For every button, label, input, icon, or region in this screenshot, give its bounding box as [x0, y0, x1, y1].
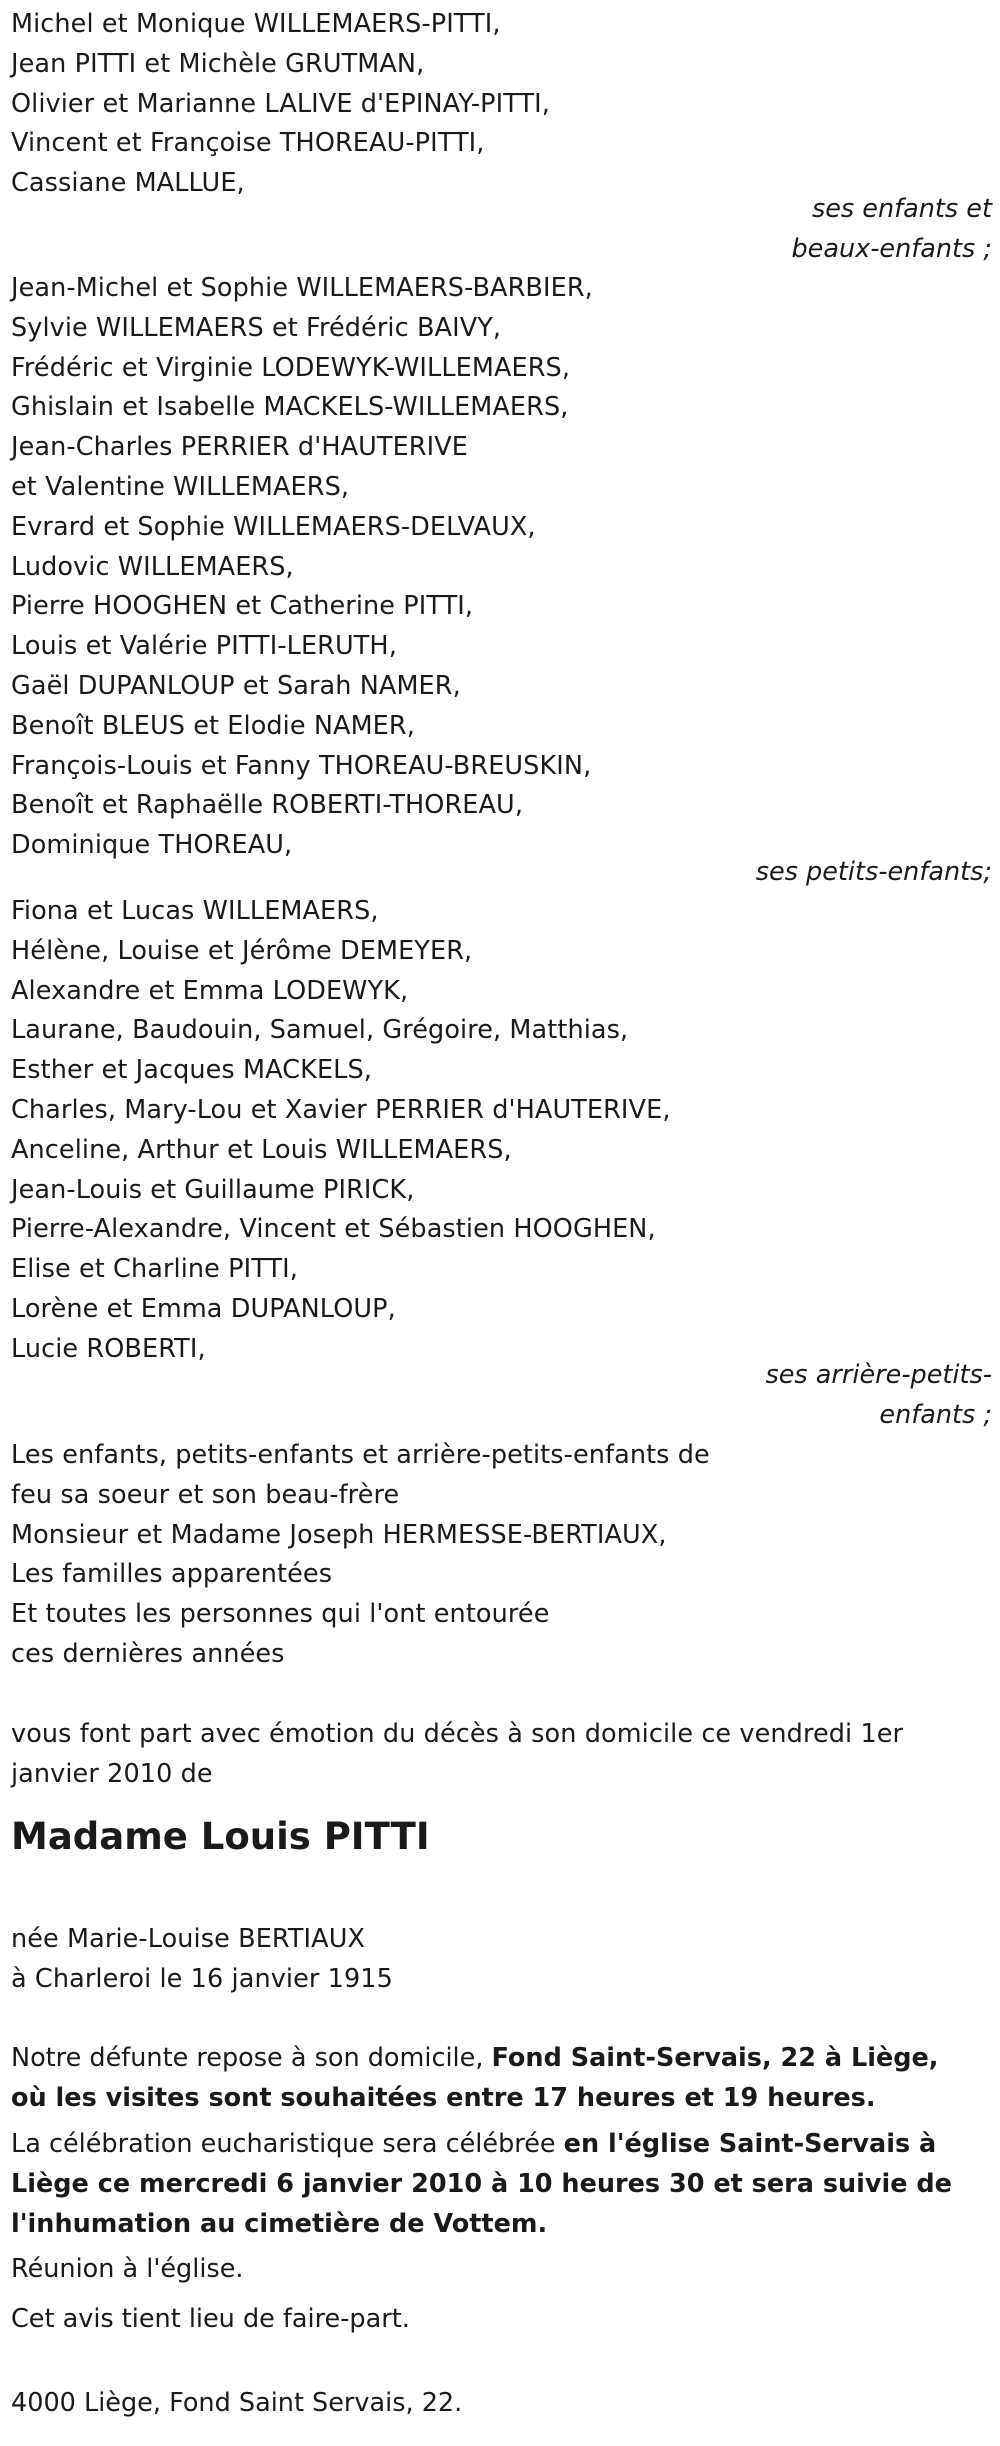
list-item: Esther et Jacques MACKELS, [11, 1055, 372, 1086]
list-item: Elise et Charline PITTI, [11, 1254, 298, 1285]
celebration-details: en l'église Saint-Servais à Liège ce mercredi 6 janvier 2010 à 10 heures 30 et sera suivie de l'inhumation au cimetière de Vottem. [11, 2129, 952, 2239]
list-item: Pierre-Alexandre, Vincent et Sébastien HOOGHEN, [11, 1214, 656, 1245]
list-item: Pierre HOOGHEN et Catherine PITTI, [11, 591, 474, 622]
celebration-info [11, 2125, 966, 2244]
grandchildren-list [11, 269, 986, 866]
announcement-line: janvier 2010 de [11, 1758, 213, 1789]
notice-note: Cet avis tient lieu de faire-part. [11, 2304, 410, 2334]
celebration-intro: La célébration eucharistique sera célébrée [11, 2129, 564, 2159]
list-item: Les familles apparentées [11, 1559, 333, 1590]
list-item: Jean-Louis et Guillaume PIRICK, [11, 1174, 415, 1205]
great-grandchildren-list [11, 892, 986, 1370]
list-item: Sylvie WILLEMAERS et Frédéric BAIVY, [11, 312, 502, 343]
birth-info [11, 1920, 986, 2000]
list-item: Michel et Monique WILLEMAERS-PITTI, [11, 9, 501, 39]
list-item: Frédéric et Virginie LODEWYK-WILLEMAERS, [11, 352, 571, 383]
list-item: Charles, Mary-Lou et Xavier PERRIER d'HAUTERIVE, [11, 1094, 671, 1125]
list-item: Alexandre et Emma LODEWYK, [11, 975, 409, 1006]
grandchildren-role-label [692, 853, 992, 893]
list-item: Jean-Charles PERRIER d'HAUTERIVE [11, 432, 468, 463]
list-item: Monsieur et Madame Joseph HERMESSE-BERTIAUX, [11, 1519, 667, 1550]
announcement-text [11, 1715, 986, 1795]
list-item: Vincent et Françoise THOREAU-PITTI, [11, 128, 485, 159]
list-item: Laurane, Baudouin, Samuel, Grégoire, Matthias, [11, 1015, 629, 1046]
meeting-note: Réunion à l'église. [11, 2254, 244, 2284]
list-item: Cassiane MALLUE, [11, 168, 245, 199]
other-relatives-list [11, 1436, 986, 1675]
list-item: Evrard et Sophie WILLEMAERS-DELVAUX, [11, 511, 536, 542]
list-item: Benoît BLEUS et Elodie NAMER, [11, 710, 415, 741]
list-item: Fiona et Lucas WILLEMAERS, [11, 896, 379, 926]
list-item: Jean PITTI et Michèle GRUTMAN, [11, 48, 425, 79]
deceased-name: Madame Louis PITTI [11, 1815, 430, 1858]
role-line: enfants ; [879, 1399, 992, 1430]
list-item: Benoît et Raphaëlle ROBERTI-THOREAU, [11, 790, 524, 821]
list-item: Les enfants, petits-enfants et arrière-petits-enfants de [11, 1440, 710, 1470]
rest-intro: Notre défunte repose à son domicile, [11, 2043, 492, 2073]
list-item: ces dernières années [11, 1638, 285, 1669]
role-line: ses petits-enfants; [755, 857, 992, 887]
list-item: et Valentine WILLEMAERS, [11, 471, 350, 502]
birth-line: née Marie-Louise BERTIAUX [11, 1924, 366, 1954]
list-item: Dominique THOREAU, [11, 830, 293, 861]
list-item: Olivier et Marianne LALIVE d'EPINAY-PITTI, [11, 88, 550, 119]
list-item: feu sa soeur et son beau-frère [11, 1479, 400, 1510]
children-role-label [692, 190, 992, 270]
great-grandchildren-role-label [692, 1356, 992, 1436]
list-item: Jean-Michel et Sophie WILLEMAERS-BARBIER, [11, 273, 593, 303]
list-item: Ludovic WILLEMAERS, [11, 551, 294, 582]
rest-address: Fond Saint-Servais, 22 à Liège, où les visites sont souhaitées entre 17 heures et 19 heures. [11, 2043, 939, 2113]
list-item: Anceline, Arthur et Louis WILLEMAERS, [11, 1134, 512, 1165]
list-item: Et toutes les personnes qui l'ont entourée [11, 1599, 550, 1630]
footer-address: 4000 Liège, Fond Saint Servais, 22. [11, 2388, 463, 2418]
list-item: Gaël DUPANLOUP et Sarah NAMER, [11, 670, 461, 701]
children-list [11, 5, 986, 204]
list-item: Louis et Valérie PITTI-LERUTH, [11, 631, 397, 662]
list-item: Lorène et Emma DUPANLOUP, [11, 1293, 396, 1324]
role-line: beaux-enfants ; [791, 233, 992, 264]
birth-line: à Charleroi le 16 janvier 1915 [11, 1963, 393, 1994]
list-item: Lucie ROBERTI, [11, 1333, 206, 1364]
rest-info [11, 2039, 966, 2119]
announcement-line: vous font part avec émotion du décès à son domicile ce vendredi 1er [11, 1719, 904, 1749]
role-line: ses arrière-petits- [765, 1360, 992, 1390]
list-item: Hélène, Louise et Jérôme DEMEYER, [11, 935, 473, 966]
role-line: ses enfants et [811, 194, 992, 224]
list-item: François-Louis et Fanny THOREAU-BREUSKIN, [11, 750, 592, 781]
list-item: Ghislain et Isabelle MACKELS-WILLEMAERS, [11, 392, 569, 423]
